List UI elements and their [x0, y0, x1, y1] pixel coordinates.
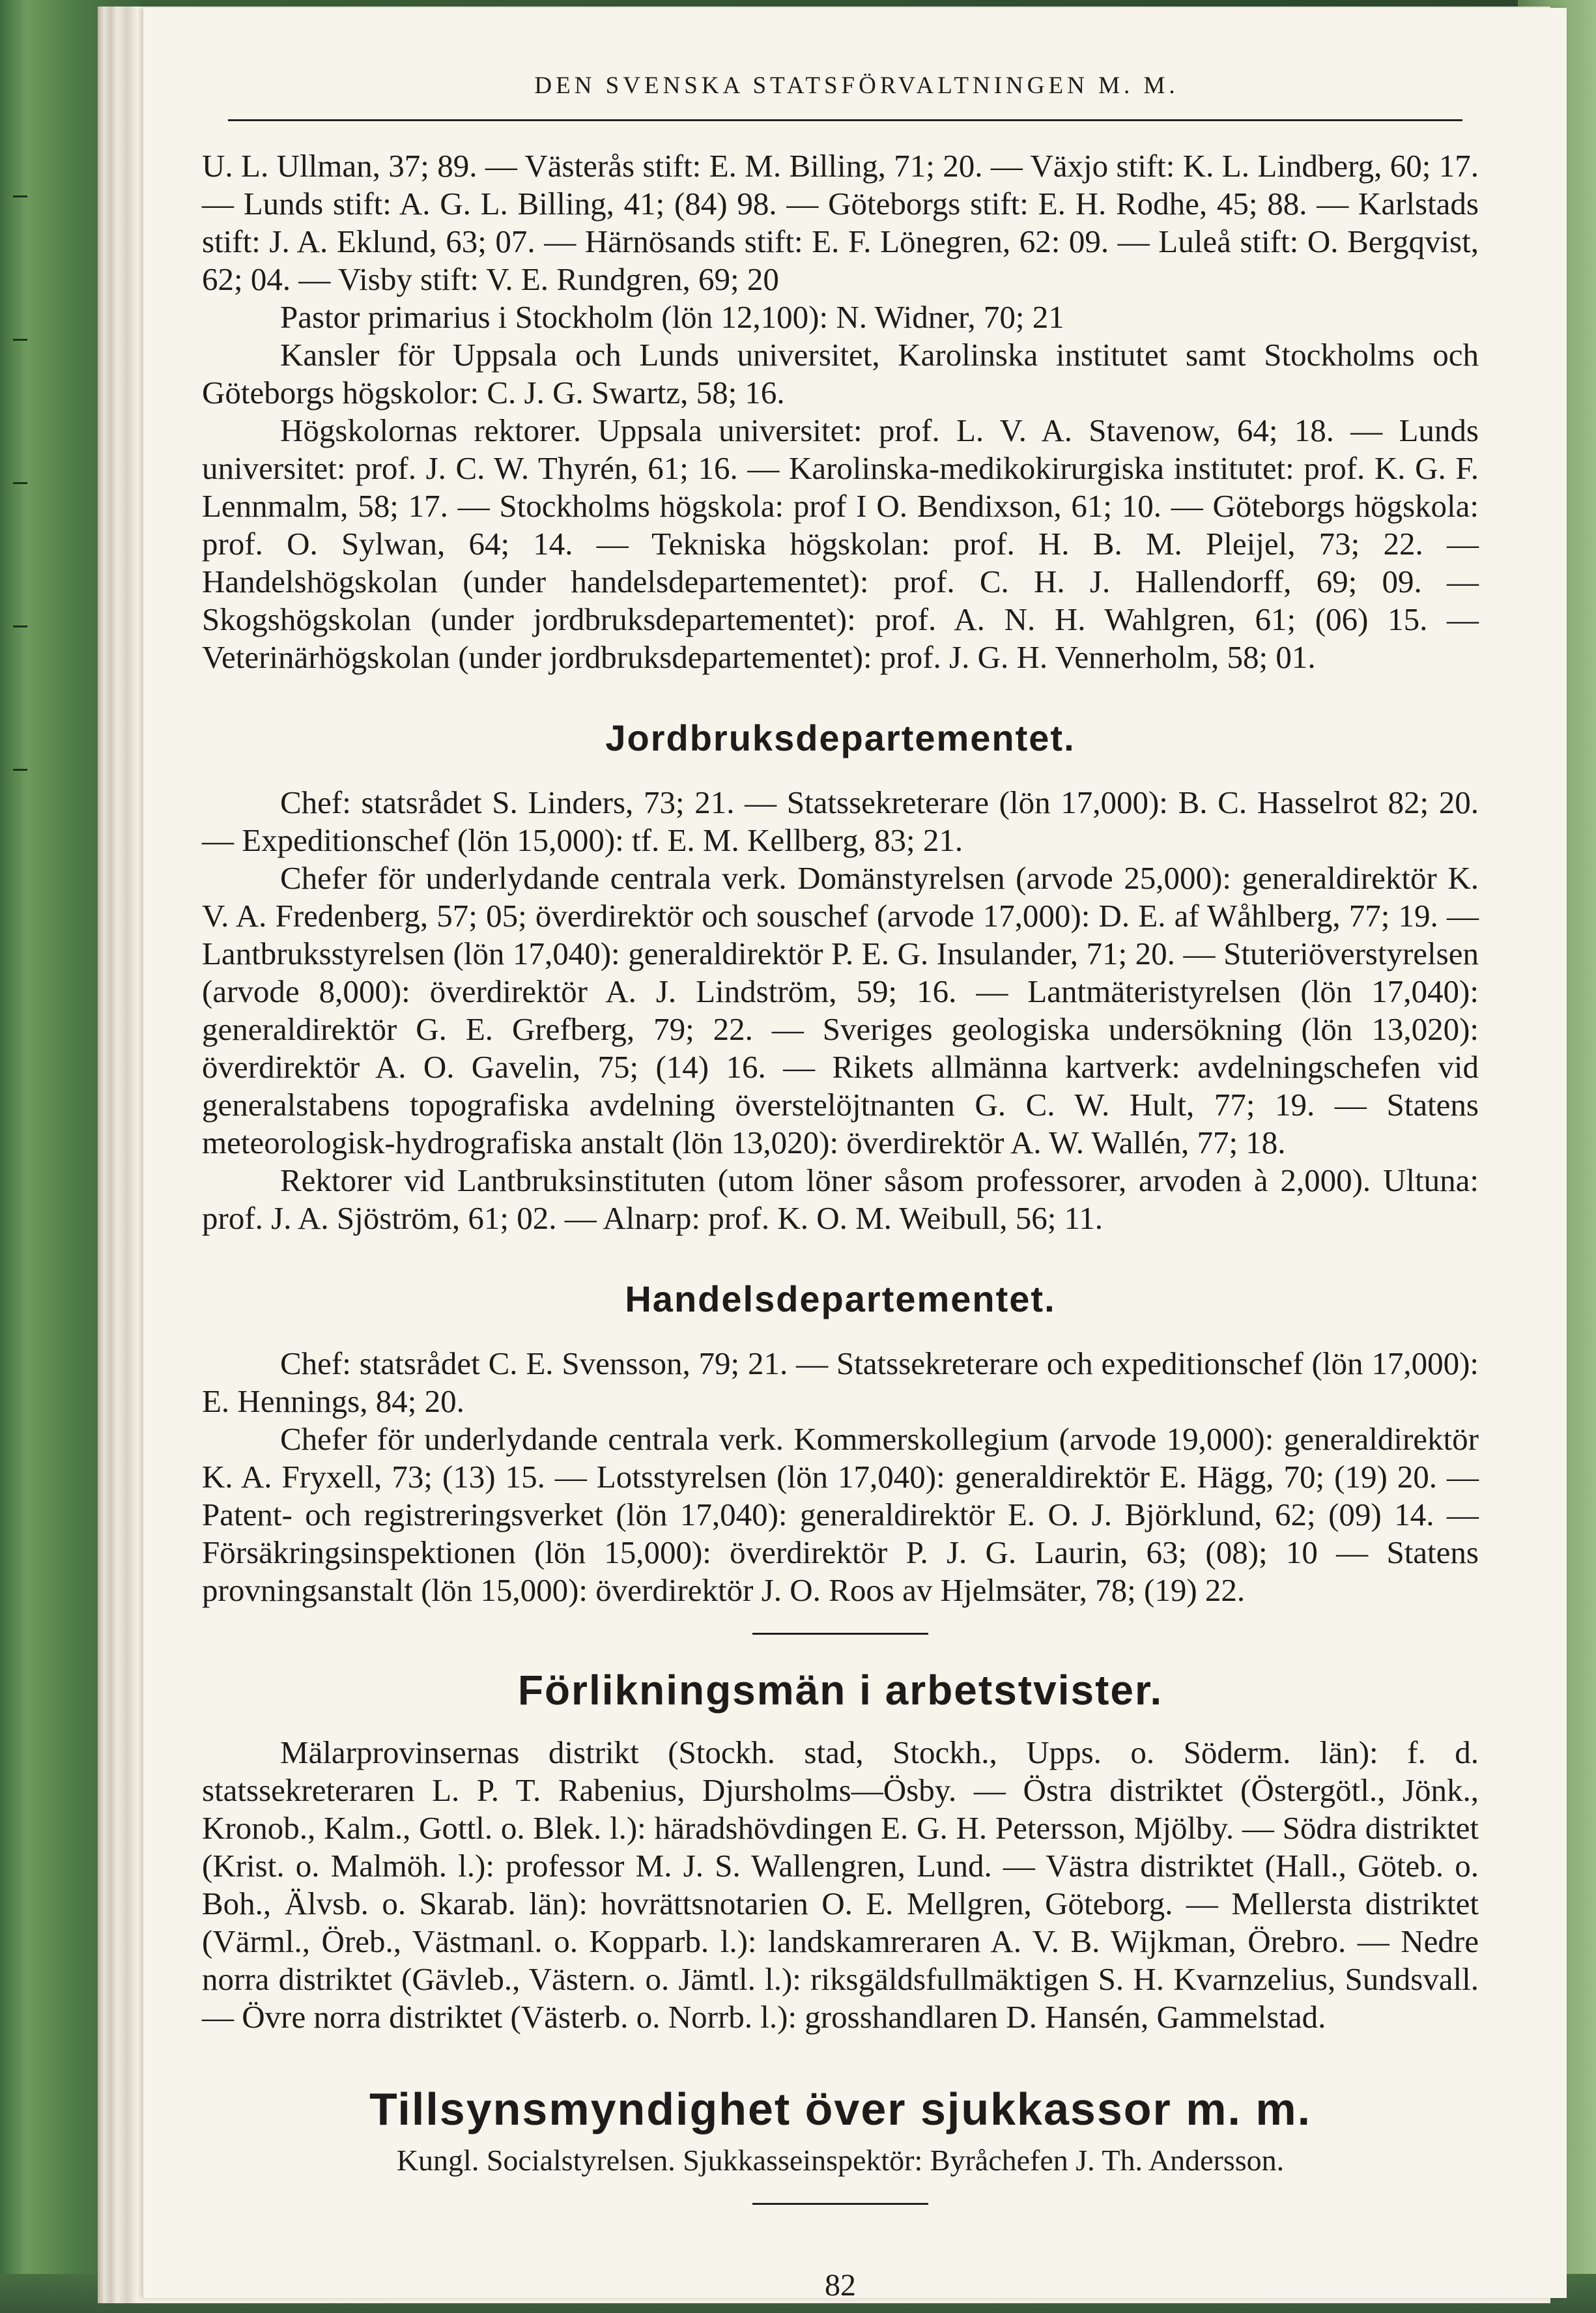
jordbruk-paragraph: Rektorer vid Lantbruksinstituten (utom löner såsom professorer, arvoden à 2,000). Ultuna: prof. J. A. Sjöström, 61; 02. — Alnarp: prof. K. O. M. Weibull, 56; 11. [202, 1162, 1479, 1236]
tillsyn-line: Kungl. Socialstyrelsen. Sjukkasseinspektör: Byråchefen J. Th. Andersson. [396, 2144, 1285, 2177]
section-title-jordbruk: Jordbruksdepartementet. [605, 717, 1076, 758]
intro-paragraph: U. L. Ullman, 37; 89. — Västerås stift: E. M. Billing, 71; 20. — Växjo stift: K. L. Lindberg, 60; 17. — Lunds stift: A. G. L. Billing, 41; (84) 98. — Göteborgs stift: E. H. Rodhe, 45; 88. — Karlstads stift: J. A. Eklund, 63; 07. — Härnösands stift: E. F. Lönegren, 62: 09. — Luleå stift: O. Bergqvist, 62; 04. — Visby stift: V. E. Rundgren, 69; 20 [202, 148, 1479, 297]
handel-paragraph: Chefer för underlydande centrala verk. Kommerskollegium (arvode 19,000): generaldirektör K. A. Fryxell, 73; (13) 15. — Lotsstyrelsen (lön 17,040): generaldirektör E. Hägg, 70; (19) 20. — Patent- och registreringsverket (lön 17,040): generaldirektör E. O. J. Björklund, 62; (09) 14. — Försäkringsinspektionen (lön 15,000): överdirektör P. J. G. Laurin, 63; (08); 10 — Statens provningsanstalt (lön 15,000): överdirektör J. O. Roos av Hjelmsäter, 78; (19) 22. [202, 1421, 1479, 1608]
section-divider [752, 1633, 928, 1635]
edge-mark [13, 482, 27, 484]
section-title-tillsyn: Tillsynsmyndighet över sjukkassor m. m. [369, 2084, 1312, 2134]
edge-mark [13, 339, 27, 341]
jordbruk-paragraph: Chef: statsrådet S. Linders, 73; 21. — Statssekreterare (lön 17,000): B. C. Hasselrot 82; 20. — Expeditionschef (lön 15,000): tf. E. M. Kellberg, 83; 21. [202, 784, 1479, 858]
header-rule [228, 119, 1462, 121]
page-content [202, 72, 1479, 2303]
edge-mark [13, 625, 27, 627]
intro-paragraph: Högskolornas rektorer. Uppsala universitet: prof. L. V. A. Stavenow, 64; 18. — Lunds universitet: prof. J. C. W. Thyrén, 61; 16. — Karolinska-medikokirurgiska institutet: prof. K. G. F. Lennmalm, 58; 17. — Stockholms högskola: prof I O. Bendixson, 61; 10. — Göteborgs högskola: prof. O. Sylwan, 64; 14. — Tekniska högskolan: prof. H. B. M. Pleijel, 73; 22. — Handelshögskolan (under handelsdepartementet): prof. C. H. J. Hallendorff, 69; 09. — Skogshögskolan (under jordbruksdepartementet): prof. A. N. H. Wahlgren, 61; (06) 15. — Veterinärhögskolan (under jordbruksdepartementet): prof. J. G. H. Vennerholm, 58; 01. [202, 412, 1479, 675]
section-divider [752, 2203, 928, 2205]
intro-paragraph: Pastor primarius i Stockholm (lön 12,100): N. Widner, 70; 21 [280, 299, 1064, 335]
intro-paragraph: Kansler för Uppsala och Lunds universitet, Karolinska institutet samt Stockholms och Göteborgs högskolor: C. J. G. Swartz, 58; 16. [202, 337, 1479, 410]
page-number: 82 [825, 2268, 856, 2303]
handel-paragraph: Chef: statsrådet C. E. Svensson, 79; 21. — Statssekreterare och expeditionschef (lön 17,000): E. Hennings, 84; 20. [202, 1345, 1479, 1419]
edge-mark [13, 769, 27, 771]
edge-mark [13, 195, 27, 197]
section-title-handel: Handelsdepartementet. [625, 1278, 1056, 1319]
running-head: DEN SVENSKA STATSFÖRVALTNINGEN M. M. [534, 72, 1179, 99]
jordbruk-paragraph: Chefer för underlydande centrala verk. Domänstyrelsen (arvode 25,000): generaldirektör K. V. A. Fredenberg, 57; 05; överdirektör och souschef (arvode 17,000): D. E. af Wåhlberg, 77; 19. — Lantbruksstyrelsen (lön 17,040): generaldirektör P. E. G. Insulander, 71; 20. — Stuteriöverstyrelsen (arvode 8,000): överdirektör A. J. Lindström, 59; 16. — Lantmäteristyrelsen (lön 17,040): generaldirektör G. E. Grefberg, 79; 22. — Sveriges geologiska undersökning (lön 13,020): överdirektör A. O. Gavelin, 75; (14) 16. — Rikets allmänna kartverk: avdelningschefen vid generalstabens topografiska avdelning överstelöjtnanten G. C. W. Hult, 77; 19. — Statens meteorologisk-hydrografiska anstalt (lön 13,020): överdirektör A. W. Wallén, 77; 18. [202, 860, 1479, 1160]
section-title-forlikning: Förlikningsmän i arbetstvister. [517, 1667, 1163, 1714]
forlikning-paragraph: Mälarprovinsernas distrikt (Stockh. stad, Stockh., Upps. o. Söderm. län): f. d. statssekreteraren L. P. T. Rabenius, Djursholms—Ösby. — Östra distriktet (Östergötl., Jönk., Kronob., Kalm., Gottl. o. Blek. l.): häradshövdingen E. G. H. Petersson, Mjölby. — Södra distriktet (Krist. o. Malmöh. l.): professor M. J. S. Wallengren, Lund. — Västra distriktet (Hall., Göteb. o. Boh., Älvsb. o. Skarab. län): hovrättsnotarien O. E. Mellgren, Göteborg. — Mellersta distriktet (Värml., Öreb., Västmanl. o. Kopparb. l.): landskamreraren A. V. B. Wijkman, Örebro. — Nedre norra distriktet (Gävleb., Västern. o. Jämtl. l.): riksgäldsfullmäktigen S. H. Kvarnzelius, Sundsvall. — Övre norra distriktet (Västerb. o. Norrb. l.): grosshandlaren D. Hansén, Gammelstad. [202, 1734, 1479, 2035]
